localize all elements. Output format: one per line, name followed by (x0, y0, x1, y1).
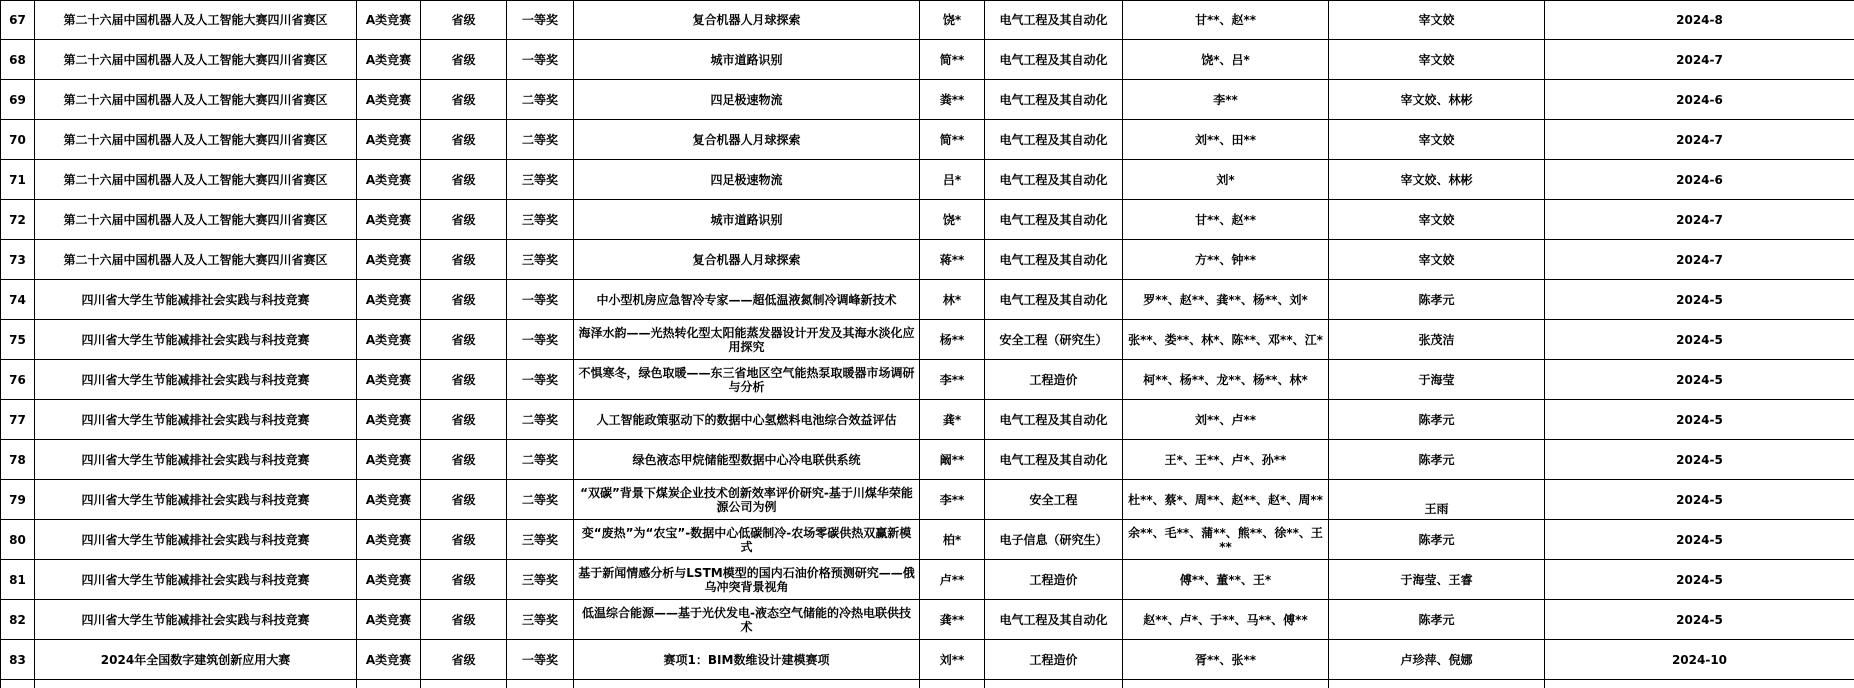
table-row (1, 160, 1854, 200)
cell-project: 四足极速物流 (574, 80, 920, 120)
cell-empty (507, 680, 574, 688)
cell-award: 二等奖 (507, 120, 574, 160)
cell-major: 电气工程及其自动化 (985, 160, 1123, 200)
table-row (1, 600, 1854, 640)
cell-empty (574, 680, 920, 688)
cell-date: 2024-5 (1545, 280, 1854, 320)
cell-contest: 第二十六届中国机器人及人工智能大赛四川省赛区 (35, 80, 357, 120)
cell-members: 胥**、张** (1123, 640, 1329, 680)
table-row (1, 520, 1854, 560)
cell-major: 电气工程及其自动化 (985, 1, 1123, 40)
cell-award: 三等奖 (507, 160, 574, 200)
cell-category: A类竞赛 (357, 600, 421, 640)
cell-contest: 四川省大学生节能减排社会实践与科技竞赛 (35, 400, 357, 440)
table-row (1, 440, 1854, 480)
cell-category: A类竞赛 (357, 1, 421, 40)
cell-contest: 四川省大学生节能减排社会实践与科技竞赛 (35, 560, 357, 600)
table-row (1, 80, 1854, 120)
cell-level: 省级 (421, 400, 507, 440)
cell-no: 72 (1, 200, 35, 240)
cell-project: 基于新闻情感分析与LSTM模型的国内石油价格预测研究——俄乌冲突背景视角 (574, 560, 920, 600)
cell-leader: 杨** (920, 320, 985, 360)
cell-award: 三等奖 (507, 200, 574, 240)
cell-contest: 四川省大学生节能减排社会实践与科技竞赛 (35, 480, 357, 520)
cell-major: 安全工程 (985, 480, 1123, 520)
cell-project: 复合机器人月球探索 (574, 120, 920, 160)
cell-project: 海泽水韵——光热转化型太阳能蒸发器设计开发及其海水淡化应用探究 (574, 320, 920, 360)
cell-members: 余**、毛**、蒲**、熊**、徐**、王** (1123, 520, 1329, 560)
cell-category: A类竞赛 (357, 320, 421, 360)
cell-advisor: 宰文姣 (1329, 40, 1545, 80)
cell-contest: 四川省大学生节能减排社会实践与科技竞赛 (35, 520, 357, 560)
cell-project: “双碳”背景下煤炭企业技术创新效率评价研究-基于川煤华荣能源公司为例 (574, 480, 920, 520)
cell-award: 一等奖 (507, 280, 574, 320)
cell-award: 一等奖 (507, 40, 574, 80)
cell-leader: 刘** (920, 640, 985, 680)
cell-award: 一等奖 (507, 320, 574, 360)
cell-category: A类竞赛 (357, 280, 421, 320)
cell-contest: 第二十六届中国机器人及人工智能大赛四川省赛区 (35, 160, 357, 200)
cell-project: 城市道路识别 (574, 40, 920, 80)
cell-award: 三等奖 (507, 520, 574, 560)
cell-no: 71 (1, 160, 35, 200)
cell-leader: 吕* (920, 160, 985, 200)
cell-level: 省级 (421, 160, 507, 200)
cell-major: 工程造价 (985, 640, 1123, 680)
cell-major: 工程造价 (985, 560, 1123, 600)
cell-project: 复合机器人月球探索 (574, 1, 920, 40)
cell-leader: 李** (920, 360, 985, 400)
cell-project: 人工智能政策驱动下的数据中心氢燃料电池综合效益评估 (574, 400, 920, 440)
cell-contest: 四川省大学生节能减排社会实践与科技竞赛 (35, 440, 357, 480)
cell-major: 电气工程及其自动化 (985, 200, 1123, 240)
cell-no: 68 (1, 40, 35, 80)
cell-project: 复合机器人月球探索 (574, 240, 920, 280)
cell-date: 2024-6 (1545, 160, 1854, 200)
cell-advisor: 宰文姣、林彬 (1329, 80, 1545, 120)
cell-empty (421, 680, 507, 688)
cell-empty (1329, 680, 1545, 688)
cell-level: 省级 (421, 480, 507, 520)
cell-project: 城市道路识别 (574, 200, 920, 240)
cell-members: 甘**、赵** (1123, 200, 1329, 240)
cell-advisor: 宰文姣、林彬 (1329, 160, 1545, 200)
cell-members: 甘**、赵** (1123, 1, 1329, 40)
cell-award: 一等奖 (507, 1, 574, 40)
cell-leader: 李** (920, 480, 985, 520)
cell-no: 73 (1, 240, 35, 280)
cell-category: A类竞赛 (357, 200, 421, 240)
cell-no: 79 (1, 480, 35, 520)
table-body (1, 1, 1854, 688)
cell-date: 2024-5 (1545, 320, 1854, 360)
cell-contest: 四川省大学生节能减排社会实践与科技竞赛 (35, 320, 357, 360)
cell-no: 69 (1, 80, 35, 120)
cell-level: 省级 (421, 200, 507, 240)
cell-major: 电气工程及其自动化 (985, 600, 1123, 640)
table-row-partial (1, 680, 1854, 688)
cell-leader: 柏* (920, 520, 985, 560)
cell-award: 二等奖 (507, 440, 574, 480)
cell-level: 省级 (421, 280, 507, 320)
cell-date: 2024-6 (1545, 80, 1854, 120)
cell-level: 省级 (421, 360, 507, 400)
cell-major: 电气工程及其自动化 (985, 80, 1123, 120)
cell-category: A类竞赛 (357, 520, 421, 560)
cell-contest: 第二十六届中国机器人及人工智能大赛四川省赛区 (35, 40, 357, 80)
cell-leader: 粪** (920, 80, 985, 120)
cell-empty (1, 680, 35, 688)
cell-major: 电气工程及其自动化 (985, 400, 1123, 440)
cell-leader: 蒋** (920, 240, 985, 280)
cell-date: 2024-7 (1545, 200, 1854, 240)
cell-project: 中小型机房应急智冷专家——超低温液氮制冷调峰新技术 (574, 280, 920, 320)
cell-award: 三等奖 (507, 560, 574, 600)
cell-date: 2024-5 (1545, 400, 1854, 440)
cell-level: 省级 (421, 440, 507, 480)
cell-project: 低温综合能源——基于光伏发电-液态空气储能的冷热电联供技术 (574, 600, 920, 640)
cell-advisor: 陈孝元 (1329, 600, 1545, 640)
cell-date: 2024-7 (1545, 240, 1854, 280)
cell-level: 省级 (421, 240, 507, 280)
cell-major: 电气工程及其自动化 (985, 40, 1123, 80)
table-row (1, 400, 1854, 440)
cell-advisor: 陈孝元 (1329, 280, 1545, 320)
cell-leader: 简** (920, 120, 985, 160)
cell-contest: 第二十六届中国机器人及人工智能大赛四川省赛区 (35, 200, 357, 240)
cell-empty (35, 680, 357, 688)
cell-no: 75 (1, 320, 35, 360)
cell-members: 方**、钟** (1123, 240, 1329, 280)
cell-contest: 四川省大学生节能减排社会实践与科技竞赛 (35, 600, 357, 640)
cell-category: A类竞赛 (357, 400, 421, 440)
cell-date: 2024-5 (1545, 440, 1854, 480)
cell-date: 2024-7 (1545, 120, 1854, 160)
cell-date: 2024-5 (1545, 360, 1854, 400)
table-row (1, 360, 1854, 400)
cell-category: A类竞赛 (357, 80, 421, 120)
cell-project: 四足极速物流 (574, 160, 920, 200)
cell-advisor: 陈孝元 (1329, 400, 1545, 440)
cell-level: 省级 (421, 560, 507, 600)
cell-category: A类竞赛 (357, 160, 421, 200)
cell-project: 变“废热”为“农宝”-数据中心低碳制冷-农场零碳供热双赢新模式 (574, 520, 920, 560)
cell-members: 杜**、蔡*、周**、赵**、赵*、周** (1123, 480, 1329, 520)
cell-members: 罗**、赵**、龚**、杨**、刘* (1123, 280, 1329, 320)
cell-level: 省级 (421, 600, 507, 640)
cell-members: 赵**、卢*、于**、马**、傅** (1123, 600, 1329, 640)
cell-date: 2024-10 (1545, 640, 1854, 680)
cell-leader: 饶* (920, 1, 985, 40)
cell-major: 电气工程及其自动化 (985, 240, 1123, 280)
cell-major: 工程造价 (985, 360, 1123, 400)
cell-leader: 龚* (920, 400, 985, 440)
cell-date: 2024-5 (1545, 520, 1854, 560)
cell-advisor: 王雨 (1329, 480, 1545, 520)
cell-no: 83 (1, 640, 35, 680)
table-row (1, 640, 1854, 680)
table-row (1, 120, 1854, 160)
cell-category: A类竞赛 (357, 640, 421, 680)
cell-advisor: 宰文姣 (1329, 240, 1545, 280)
cell-major: 电气工程及其自动化 (985, 440, 1123, 480)
cell-leader: 林* (920, 280, 985, 320)
cell-no: 80 (1, 520, 35, 560)
cell-category: A类竞赛 (357, 120, 421, 160)
cell-leader: 简** (920, 40, 985, 80)
cell-date: 2024-7 (1545, 40, 1854, 80)
cell-advisor: 张茂洁 (1329, 320, 1545, 360)
cell-contest: 2024年全国数字建筑创新应用大赛 (35, 640, 357, 680)
cell-level: 省级 (421, 640, 507, 680)
cell-leader: 饶* (920, 200, 985, 240)
cell-contest: 四川省大学生节能减排社会实践与科技竞赛 (35, 280, 357, 320)
cell-empty (920, 680, 985, 688)
cell-project: 绿色液态甲烷储能型数据中心冷电联供系统 (574, 440, 920, 480)
table-row (1, 320, 1854, 360)
cell-major: 电气工程及其自动化 (985, 120, 1123, 160)
cell-date: 2024-5 (1545, 560, 1854, 600)
cell-category: A类竞赛 (357, 240, 421, 280)
cell-empty (357, 680, 421, 688)
cell-no: 76 (1, 360, 35, 400)
cell-no: 70 (1, 120, 35, 160)
table-row (1, 40, 1854, 80)
cell-date: 2024-8 (1545, 1, 1854, 40)
cell-empty (985, 680, 1123, 688)
cell-empty (1545, 680, 1854, 688)
cell-leader: 卢** (920, 560, 985, 600)
cell-advisor: 宰文姣 (1329, 1, 1545, 40)
cell-award: 三等奖 (507, 600, 574, 640)
table-row (1, 200, 1854, 240)
cell-level: 省级 (421, 520, 507, 560)
cell-no: 77 (1, 400, 35, 440)
cell-members: 王*、王**、卢*、孙** (1123, 440, 1329, 480)
cell-date: 2024-5 (1545, 480, 1854, 520)
cell-no: 81 (1, 560, 35, 600)
cell-no: 82 (1, 600, 35, 640)
cell-major: 安全工程（研究生） (985, 320, 1123, 360)
cell-advisor: 宰文姣 (1329, 120, 1545, 160)
cell-advisor: 陈孝元 (1329, 440, 1545, 480)
cell-award: 二等奖 (507, 400, 574, 440)
cell-advisor: 于海莹、王睿 (1329, 560, 1545, 600)
cell-level: 省级 (421, 120, 507, 160)
cell-contest: 第二十六届中国机器人及人工智能大赛四川省赛区 (35, 1, 357, 40)
cell-no: 74 (1, 280, 35, 320)
cell-members: 刘* (1123, 160, 1329, 200)
cell-award: 一等奖 (507, 360, 574, 400)
cell-level: 省级 (421, 320, 507, 360)
cell-category: A类竞赛 (357, 360, 421, 400)
cell-project: 赛项1：BIM数维设计建模赛项 (574, 640, 920, 680)
cell-members: 李** (1123, 80, 1329, 120)
cell-category: A类竞赛 (357, 560, 421, 600)
cell-level: 省级 (421, 40, 507, 80)
cell-award: 一等奖 (507, 640, 574, 680)
cell-category: A类竞赛 (357, 40, 421, 80)
cell-level: 省级 (421, 1, 507, 40)
table-row (1, 560, 1854, 600)
cell-date: 2024-5 (1545, 600, 1854, 640)
cell-category: A类竞赛 (357, 480, 421, 520)
cell-category: A类竞赛 (357, 440, 421, 480)
cell-members: 刘**、田** (1123, 120, 1329, 160)
table-row (1, 240, 1854, 280)
cell-level: 省级 (421, 80, 507, 120)
cell-award: 二等奖 (507, 480, 574, 520)
cell-major: 电气工程及其自动化 (985, 280, 1123, 320)
table-row (1, 280, 1854, 320)
cell-advisor: 陈孝元 (1329, 520, 1545, 560)
cell-leader: 龚** (920, 600, 985, 640)
cell-members: 傅**、董**、王* (1123, 560, 1329, 600)
cell-advisor: 宰文姣 (1329, 200, 1545, 240)
cell-major: 电子信息（研究生） (985, 520, 1123, 560)
cell-advisor: 卢珍萍、倪娜 (1329, 640, 1545, 680)
cell-no: 78 (1, 440, 35, 480)
cell-contest: 第二十六届中国机器人及人工智能大赛四川省赛区 (35, 120, 357, 160)
cell-members: 刘**、卢** (1123, 400, 1329, 440)
cell-members: 饶*、吕* (1123, 40, 1329, 80)
cell-no: 67 (1, 1, 35, 40)
cell-project: 不惧寒冬，绿色取暖——东三省地区空气能热泵取暖器市场调研与分析 (574, 360, 920, 400)
cell-advisor: 于海莹 (1329, 360, 1545, 400)
cell-leader: 阚** (920, 440, 985, 480)
table-row (1, 480, 1854, 520)
cell-contest: 第二十六届中国机器人及人工智能大赛四川省赛区 (35, 240, 357, 280)
cell-members: 柯**、杨**、龙**、杨**、林* (1123, 360, 1329, 400)
cell-empty (1123, 680, 1329, 688)
table-row (1, 1, 1854, 40)
cell-award: 二等奖 (507, 80, 574, 120)
cell-award: 三等奖 (507, 240, 574, 280)
cell-contest: 四川省大学生节能减排社会实践与科技竞赛 (35, 360, 357, 400)
cell-members: 张**、娄**、林*、陈**、邓**、江* (1123, 320, 1329, 360)
